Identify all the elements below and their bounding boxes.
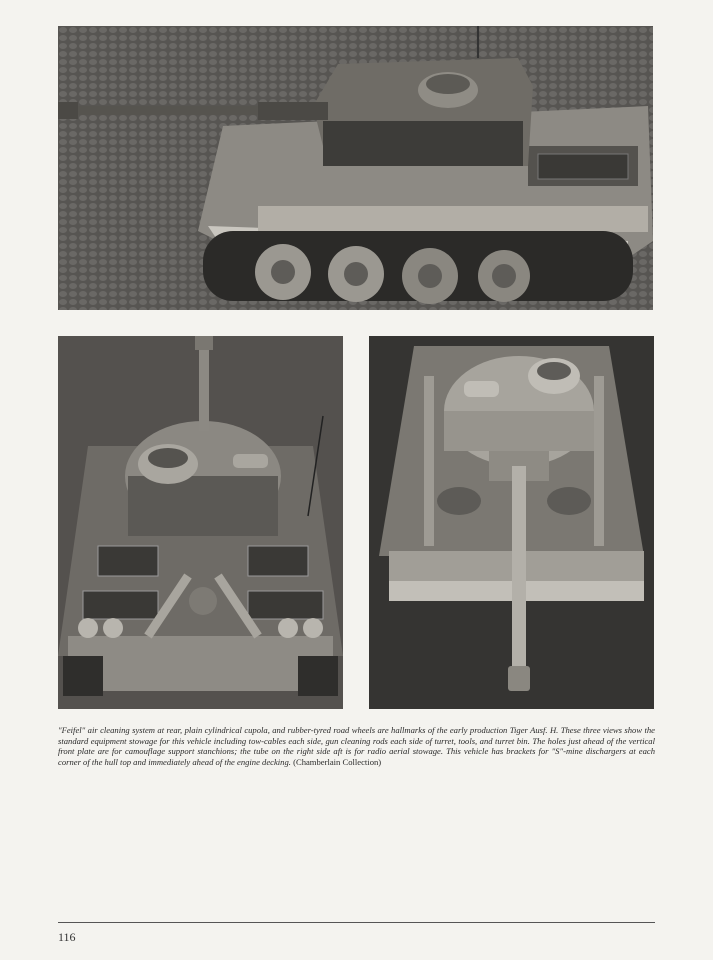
caption-credit: (Chamberlain Collection)	[293, 756, 382, 767]
tank-side-photo	[58, 26, 653, 310]
caption-text: "Feifel" air cleaning system at rear, plain cylindrical cupola, and rubber-tyred road wheels are hallmarks of the early production Tiger Ausf. H. These three views show the standard equipment stowage for this vehicle including tow-cables each side, gun cleaning rods each side of turret, tools, and turret bin. The holes just ahead of the vertical front plate are for camouflage support stanchions; the tube on the right side aft is for radio aerial stowage. This vehicle has brackets for "S"-mine dischargers at each corner of the hull top and immediately ahead of the engine decking.	[58, 725, 655, 767]
photo-caption	[58, 725, 655, 767]
footer-rule	[58, 922, 655, 923]
tank-rear-photo	[58, 336, 343, 709]
page-number: 116	[58, 930, 76, 944]
tank-front-photo	[369, 336, 654, 709]
